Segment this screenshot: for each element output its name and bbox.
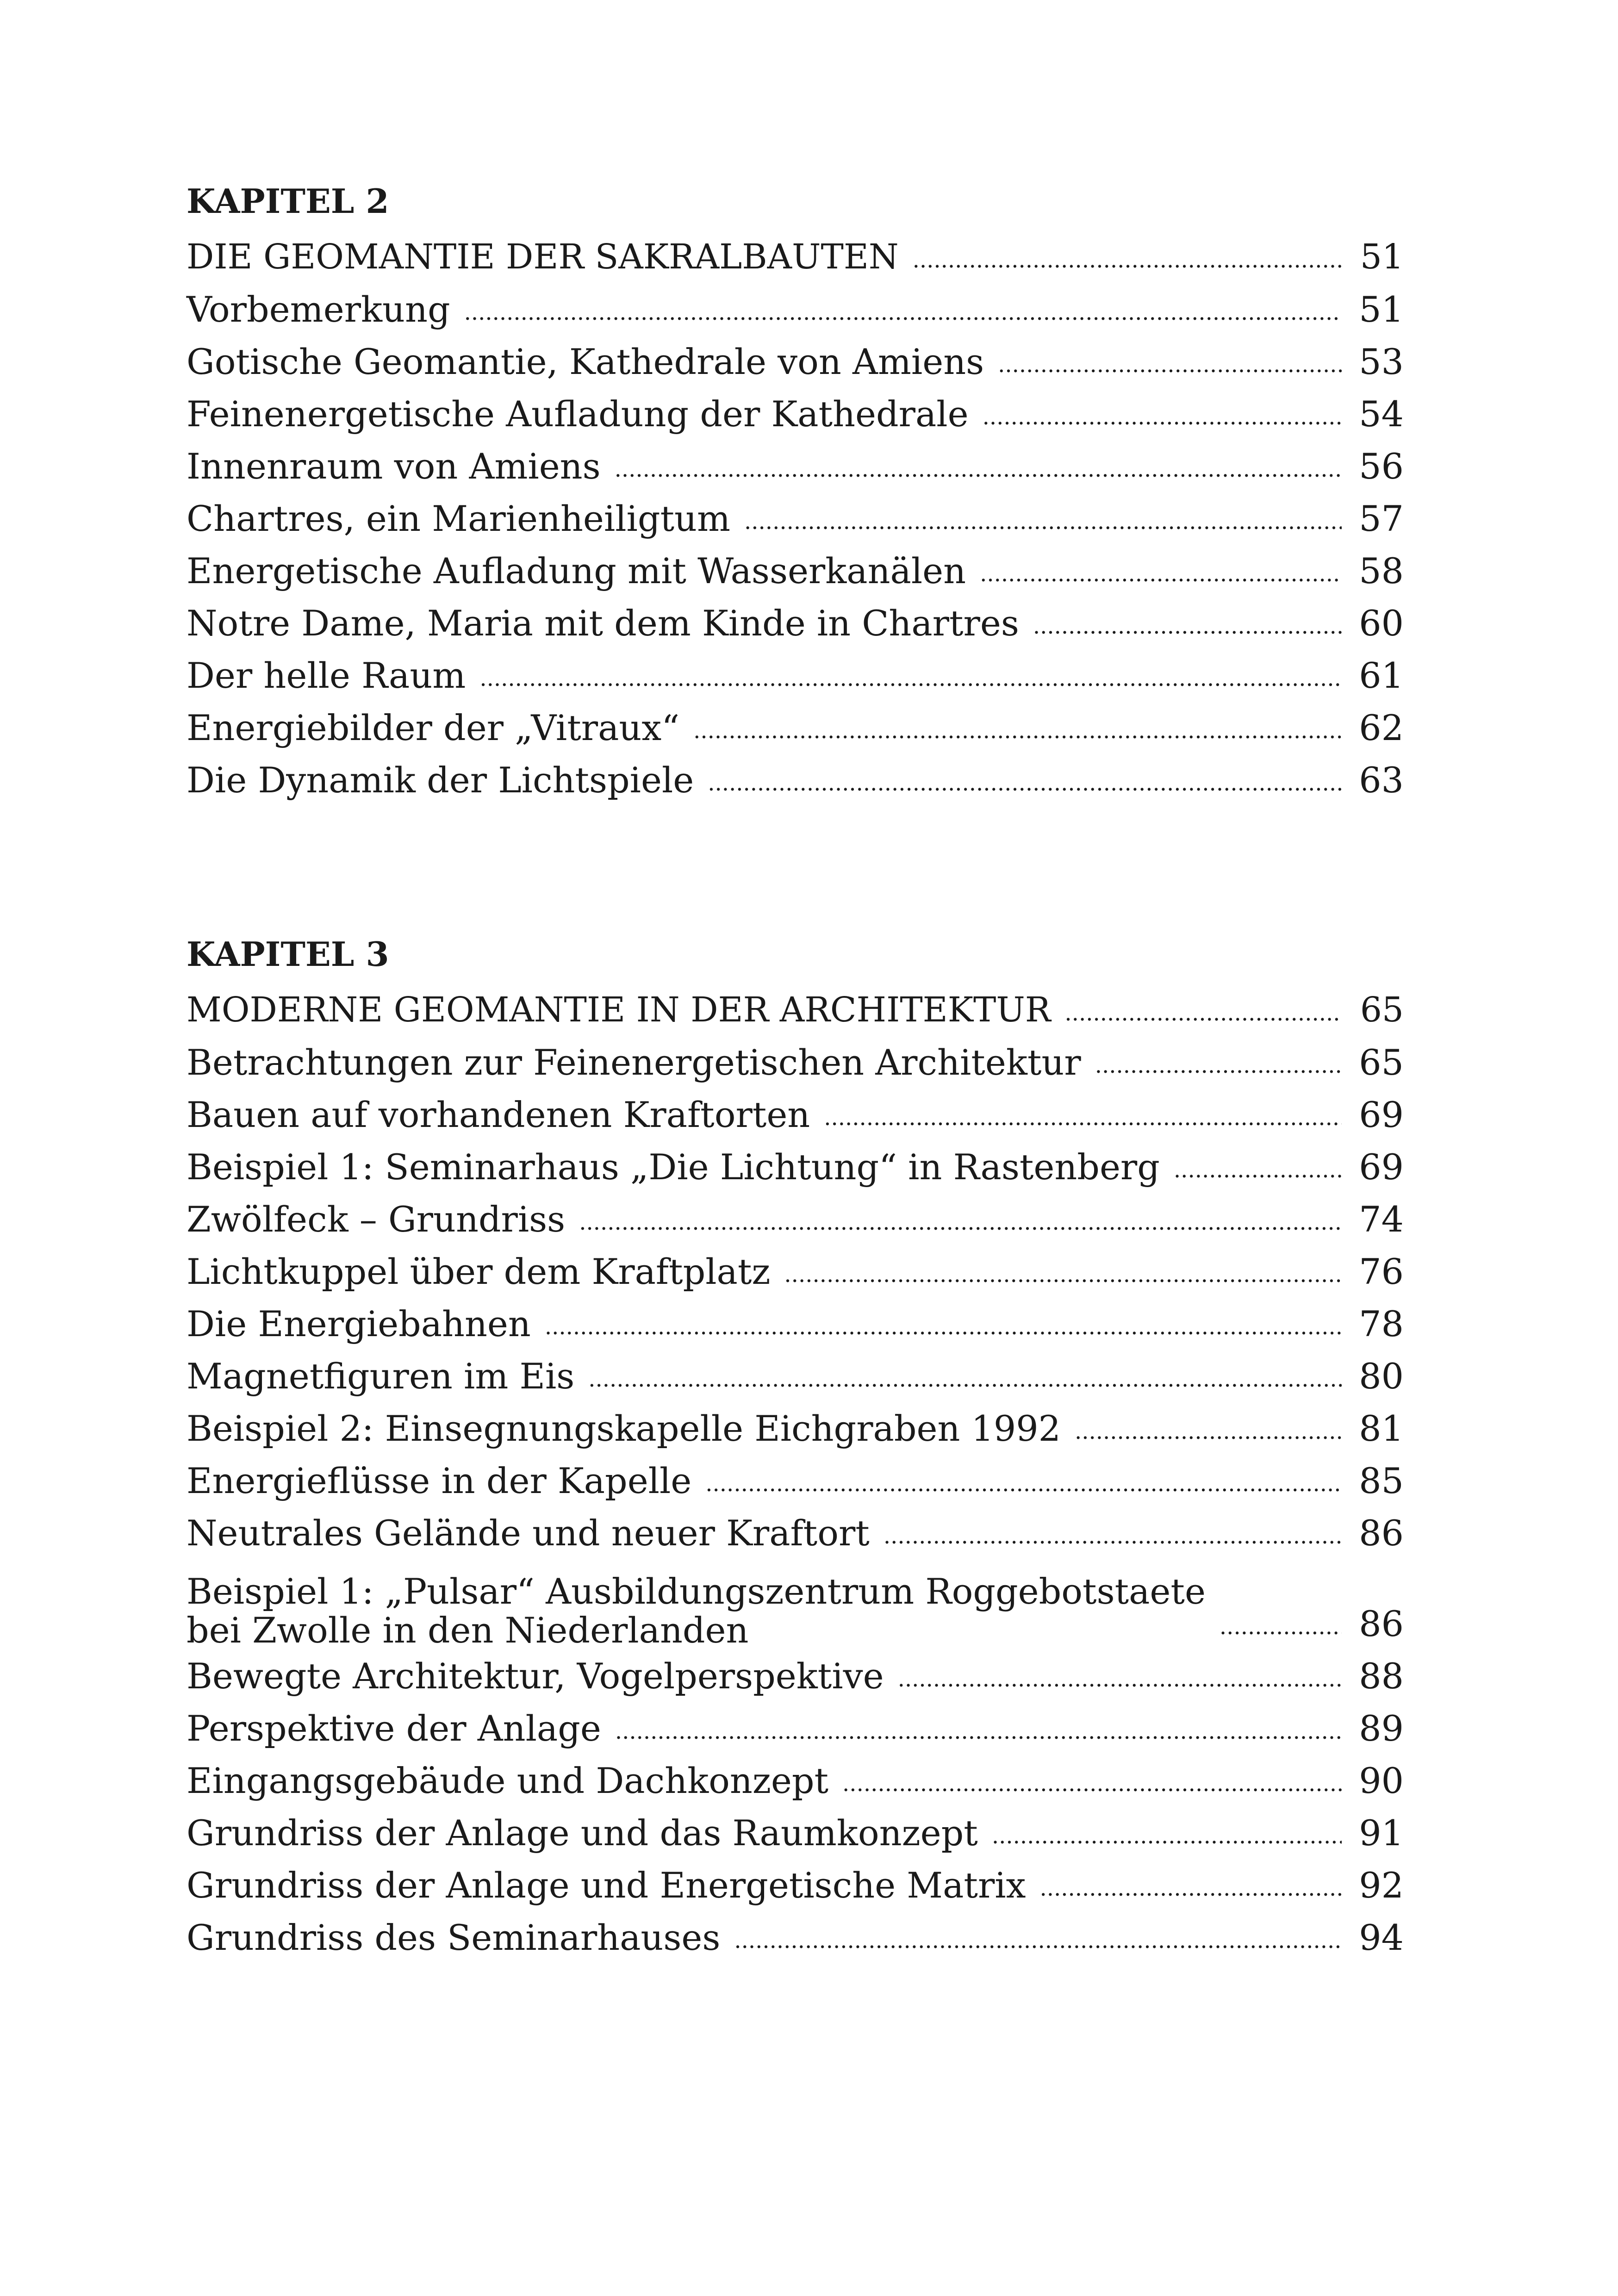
dot-leader (588, 1356, 1342, 1402)
toc-page-number: 54 (1359, 393, 1404, 435)
toc-page-number: 80 (1359, 1356, 1404, 1397)
toc-entry-title: Notre Dame, Maria mit dem Kinde in Chartres (187, 603, 1019, 644)
dot-leader (1039, 1865, 1342, 1911)
toc-entry-title: Grundriss des Seminarhauses (187, 1917, 721, 1958)
toc-chapter-heading[interactable] (187, 977, 1404, 1036)
toc-entry[interactable] (187, 1559, 1404, 1650)
dot-leader (1220, 1604, 1342, 1650)
dot-leader (615, 1708, 1342, 1755)
dot-leader (898, 1656, 1342, 1702)
dot-leader (734, 1917, 1342, 1964)
toc-page-number: 65 (1360, 990, 1404, 1030)
toc-entry-title: Energetische Aufladung mit Wasserkanälen (187, 550, 966, 591)
toc-page-number: 62 (1359, 707, 1404, 748)
toc-entry-title: Betrachtungen zur Feinenergetischen Architektur (187, 1042, 1081, 1083)
toc-page-number: 76 (1359, 1251, 1404, 1292)
dot-leader (1095, 1042, 1342, 1089)
toc-entry[interactable] (187, 1507, 1404, 1559)
dot-leader (464, 289, 1342, 336)
toc-page-number: 69 (1359, 1094, 1404, 1135)
chapter-2-section (187, 178, 1404, 806)
toc-entry-title-line-2: bei Zwolle in den Niederlanden (187, 1610, 749, 1651)
toc-entry[interactable] (187, 336, 1404, 388)
toc-entry[interactable] (187, 1402, 1404, 1455)
toc-entry-title: Der helle Raum (187, 655, 466, 696)
toc-entry[interactable] (187, 649, 1404, 702)
toc-page-number: 57 (1359, 498, 1404, 539)
toc-entry-title: Grundriss der Anlage und das Raumkonzept (187, 1812, 978, 1854)
toc-entry-title: Beispiel 2: Einsegnungskapelle Eichgraben 1992 (187, 1408, 1061, 1449)
toc-entry-title: Perspektive der Anlage (187, 1708, 601, 1749)
toc-page-number: 91 (1359, 1812, 1404, 1854)
dot-leader (992, 1813, 1342, 1859)
toc-page-number: 51 (1360, 237, 1404, 277)
toc-entry[interactable] (187, 702, 1404, 754)
toc-entry-title: Chartres, ein Marienheiligtum (187, 498, 731, 539)
toc-page-number: 81 (1359, 1408, 1404, 1449)
toc-page-number: 51 (1359, 289, 1404, 330)
toc-page-number: 56 (1359, 446, 1404, 487)
dot-leader (545, 1304, 1342, 1350)
toc-entry[interactable] (187, 1245, 1404, 1298)
toc-entry-title: Vorbemerkung (187, 289, 450, 330)
dot-leader (705, 1461, 1342, 1507)
toc-entry-title: DIE GEOMANTIE DER SAKRALBAUTEN (187, 237, 899, 277)
toc-list (187, 224, 1404, 806)
toc-entry[interactable] (187, 440, 1404, 492)
dot-leader (1174, 1147, 1342, 1193)
toc-entry[interactable] (187, 388, 1404, 440)
dot-leader (842, 1761, 1342, 1807)
dot-leader (615, 446, 1342, 492)
toc-page-number: 89 (1359, 1708, 1404, 1749)
toc-entry-title: Zwölfeck – Grundriss (187, 1199, 566, 1240)
toc-entry[interactable] (187, 545, 1404, 597)
dot-leader (983, 394, 1342, 440)
toc-page-number: 86 (1359, 1512, 1404, 1554)
toc-page-number: 61 (1359, 655, 1404, 696)
toc-entry-title: Neutrales Gelände und neuer Kraftort (187, 1512, 870, 1554)
toc-entry[interactable] (187, 597, 1404, 649)
chapter-label: KAPITEL 3 (187, 934, 389, 974)
toc-page-number: 53 (1359, 341, 1404, 382)
toc-page-number: 86 (1359, 1603, 1404, 1644)
dot-leader (884, 1513, 1342, 1559)
toc-entry[interactable] (187, 1298, 1404, 1350)
toc-entry-title: Lichtkuppel über dem Kraftplatz (187, 1251, 771, 1292)
chapter-label: KAPITEL 2 (187, 181, 389, 221)
toc-entry-title: Beispiel 1: Seminarhaus „Die Lichtung“ in Rastenberg (187, 1146, 1160, 1188)
toc-entry-title: Feinenergetische Aufladung der Kathedrale (187, 393, 969, 435)
toc-page-number: 90 (1359, 1760, 1404, 1801)
toc-page-number: 63 (1359, 759, 1404, 801)
toc-entry-title: Gotische Geomantie, Kathedrale von Amiens (187, 341, 984, 382)
toc-chapter-heading[interactable] (187, 224, 1404, 283)
toc-entry-title-line-1: Beispiel 1: „Pulsar“ Ausbildungszentrum Roggebotstaete (187, 1571, 1206, 1612)
toc-entry-title: Energiebilder der „Vitraux“ (187, 707, 680, 748)
toc-entry-title: MODERNE GEOMANTIE IN DER ARCHITEKTUR (187, 990, 1051, 1030)
toc-page-number: 65 (1359, 1042, 1404, 1083)
toc-entry[interactable] (187, 1141, 1404, 1193)
dot-leader (744, 498, 1342, 545)
chapter-3-section (187, 931, 1404, 1964)
toc-page-number: 60 (1359, 603, 1404, 644)
toc-page-number: 92 (1359, 1865, 1404, 1906)
dot-leader (913, 237, 1342, 283)
dot-leader (693, 708, 1342, 754)
toc-page-number: 69 (1359, 1146, 1404, 1188)
toc-entry[interactable] (187, 1193, 1404, 1245)
dot-leader (479, 655, 1342, 702)
toc-entry-title: Grundriss der Anlage und Energetische Matrix (187, 1865, 1026, 1906)
toc-page-number: 58 (1359, 550, 1404, 591)
toc-entry-title: Energieflüsse in der Kapelle (187, 1460, 692, 1501)
toc-page-number: 85 (1359, 1460, 1404, 1501)
toc-entry[interactable] (187, 1911, 1404, 1964)
toc-entry[interactable] (187, 1859, 1404, 1911)
toc-entry-title: Eingangsgebäude und Dachkonzept (187, 1760, 829, 1801)
dot-leader (708, 760, 1342, 806)
toc-entry-title: Bewegte Architektur, Vogelperspektive (187, 1655, 884, 1697)
toc-page-number: 78 (1359, 1303, 1404, 1344)
toc-entry[interactable] (187, 1036, 1404, 1089)
toc-entry[interactable] (187, 1807, 1404, 1859)
dot-leader (579, 1199, 1342, 1245)
toc-entry-title (187, 1572, 1206, 1650)
toc-page-number: 88 (1359, 1655, 1404, 1697)
toc-entry-title: Magnetfiguren im Eis (187, 1356, 575, 1397)
dot-leader (824, 1095, 1342, 1141)
toc-entry-title: Die Energiebahnen (187, 1303, 531, 1344)
toc-entry[interactable] (187, 1650, 1404, 1702)
toc-page-number: 74 (1359, 1199, 1404, 1240)
toc-entry[interactable] (187, 1702, 1404, 1755)
toc-entry[interactable] (187, 1755, 1404, 1807)
dot-leader (998, 342, 1342, 388)
toc-entry[interactable] (187, 1089, 1404, 1141)
dot-leader (1064, 990, 1342, 1036)
toc-page-number: 94 (1359, 1917, 1404, 1958)
dot-leader (1033, 603, 1342, 649)
dot-leader (1075, 1408, 1342, 1455)
dot-leader (784, 1251, 1342, 1298)
toc-entry[interactable] (187, 492, 1404, 545)
toc-entry-title: Bauen auf vorhandenen Kraftorten (187, 1094, 810, 1135)
dot-leader (980, 551, 1342, 597)
toc-entry[interactable] (187, 754, 1404, 806)
toc-entry[interactable] (187, 283, 1404, 336)
toc-entry[interactable] (187, 1350, 1404, 1402)
toc-list (187, 977, 1404, 1964)
toc-entry-title: Die Dynamik der Lichtspiele (187, 759, 694, 801)
toc-entry[interactable] (187, 1455, 1404, 1507)
toc-entry-title: Innenraum von Amiens (187, 446, 601, 487)
